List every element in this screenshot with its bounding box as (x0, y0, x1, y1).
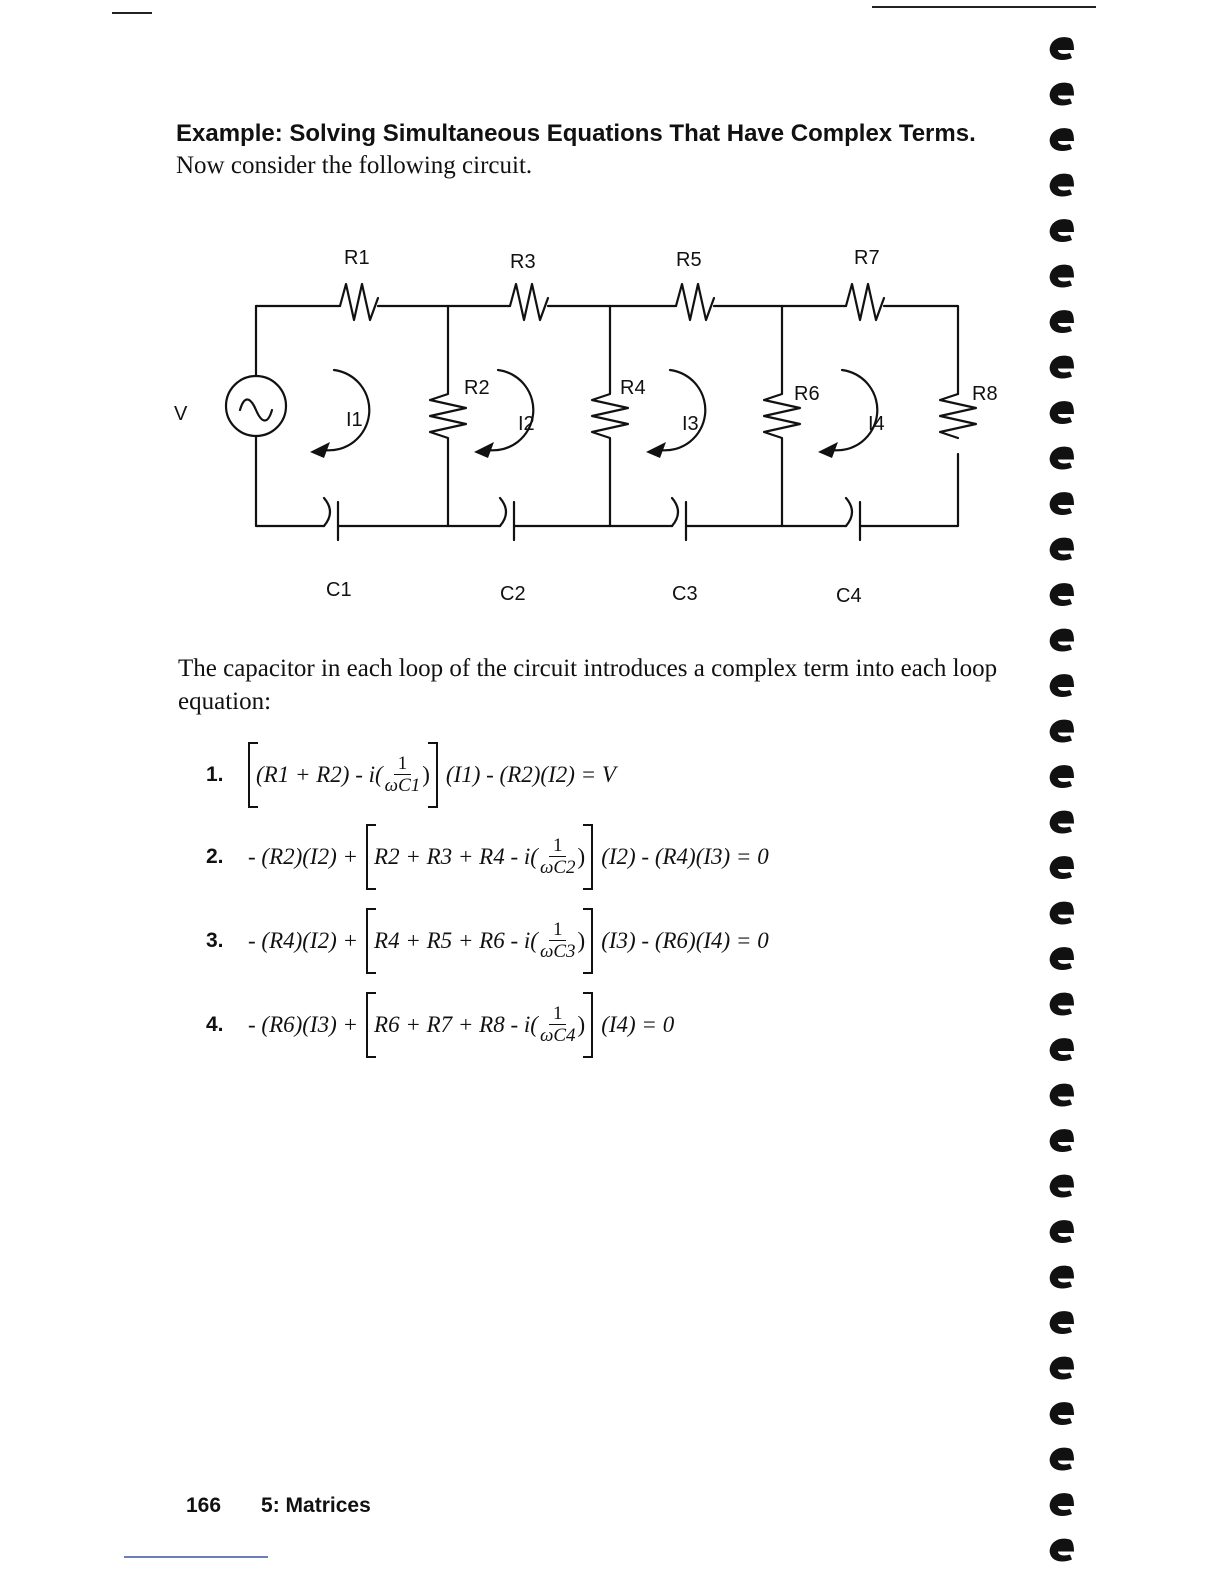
equation-fraction (540, 1004, 576, 1047)
fraction-denominator: ωC4 (539, 1024, 576, 1046)
binding-mark (1050, 1220, 1074, 1243)
binding-mark (1050, 674, 1074, 697)
label-i3: I3 (682, 413, 699, 435)
label-source-v: V (174, 403, 188, 425)
fraction-denominator: ωC2 (539, 856, 576, 878)
heading-bold: Example: Solving Simultaneous Equations That Have Complex Terms. (176, 120, 976, 147)
page-number: 166 (186, 1494, 222, 1517)
equation-3 (206, 906, 769, 976)
equation-bracket: R4 + R5 + R6 - i( $\frac{1}{\omega C3}$ ) (366, 908, 593, 974)
equation-bracket-text: R2 + R3 + R4 - i( (374, 844, 538, 869)
equation-fraction (385, 754, 421, 797)
label-c3: C3 (672, 583, 698, 605)
binding-mark (1050, 310, 1074, 333)
binding-mark (1050, 856, 1074, 879)
binding-mark (1050, 1084, 1074, 1107)
fraction-numerator: 1 (549, 1004, 567, 1025)
fraction-numerator: 1 (549, 836, 567, 857)
binding-mark (1050, 947, 1074, 970)
equation-4 (206, 990, 674, 1060)
label-i4: I4 (868, 413, 885, 435)
binding-mark (1050, 447, 1074, 470)
label-c4: C4 (836, 585, 862, 607)
binding-mark (1050, 902, 1074, 925)
equation-bracket: (R1 + R2) - i( $\frac{1}{\omega C1}$ ) (248, 742, 438, 808)
body-paragraph: The capacitor in each loop of the circuit introduces a complex term into each loop equation: (178, 655, 998, 715)
equation-1 (206, 740, 616, 810)
binding-mark (1050, 219, 1074, 242)
equation-bracket-text: R6 + R7 + R8 - i( (374, 1012, 538, 1037)
binding-mark (1050, 1539, 1074, 1562)
equation-fraction (540, 920, 576, 963)
binding-mark (1050, 993, 1074, 1016)
example-heading (176, 118, 996, 182)
binding-mark (1050, 174, 1074, 197)
binding-mark (1050, 1129, 1074, 1152)
equation-lhs: - (R6)(I3) + (248, 1012, 359, 1037)
top-right-rule (872, 6, 1096, 8)
label-i2: I2 (518, 413, 535, 435)
binding-mark (1050, 37, 1074, 60)
top-left-rule (112, 12, 152, 14)
binding-mark (1050, 1266, 1074, 1289)
fraction-numerator: 1 (394, 754, 412, 775)
binding-mark (1050, 1402, 1074, 1425)
label-r8: R8 (972, 383, 998, 405)
binding-mark (1050, 811, 1074, 834)
equation-2 (206, 822, 769, 892)
label-r3: R3 (510, 251, 536, 273)
binding-mark (1050, 1493, 1074, 1516)
label-r7: R7 (854, 247, 880, 269)
label-i1: I1 (346, 409, 363, 431)
binding-mark (1050, 401, 1074, 424)
chapter-title: 5: Matrices (261, 1494, 371, 1517)
equation-number: 1. (206, 763, 224, 786)
equation-fraction (540, 836, 576, 879)
equation-bracket-text: R4 + R5 + R6 - i( (374, 928, 538, 953)
binding-mark (1050, 629, 1074, 652)
equation-rhs: (I3) - (R6)(I4) = 0 (601, 928, 769, 953)
page-footer (186, 1494, 411, 1518)
equation-bracket: R6 + R7 + R8 - i( $\frac{1}{\omega C4}$ ) (366, 992, 593, 1058)
heading-rest: Now consider the following circuit. (176, 152, 533, 179)
binding-mark (1050, 1175, 1074, 1198)
equation-lhs: - (R4)(I2) + (248, 928, 359, 953)
equation-bracket-text: (R1 + R2) - i( (256, 762, 383, 787)
bottom-left-rule (124, 1556, 268, 1558)
binding-mark (1050, 492, 1074, 515)
label-c1: C1 (326, 579, 352, 601)
label-r1: R1 (344, 247, 370, 269)
binding-mark (1050, 1448, 1074, 1471)
binding-mark (1050, 1357, 1074, 1380)
circuit-diagram (160, 230, 1020, 620)
label-r2: R2 (464, 377, 490, 399)
binding-mark (1050, 583, 1074, 606)
equation-number: 3. (206, 929, 224, 952)
equation-lhs: - (R2)(I2) + (248, 844, 359, 869)
binding-mark (1050, 1311, 1074, 1334)
equation-number: 2. (206, 845, 224, 868)
binding-mark (1050, 356, 1074, 379)
binding-mark (1050, 83, 1074, 106)
equation-bracket: R2 + R3 + R4 - i( $\frac{1}{\omega C2}$ ) (366, 824, 593, 890)
binding-mark (1050, 720, 1074, 743)
fraction-denominator: ωC1 (384, 774, 421, 796)
equation-rhs: (I1) - (R2)(I2) = V (445, 762, 616, 787)
equation-number: 4. (206, 1013, 224, 1036)
label-c2: C2 (500, 583, 526, 605)
binding-mark (1050, 128, 1074, 151)
equation-rhs: (I2) - (R4)(I3) = 0 (601, 844, 769, 869)
equation-rhs: (I4) = 0 (601, 1012, 675, 1037)
binding-mark (1050, 1038, 1074, 1061)
fraction-denominator: ωC3 (539, 940, 576, 962)
binding-holes-decoration (1040, 20, 1100, 1580)
binding-mark (1050, 265, 1074, 288)
label-r5: R5 (676, 249, 702, 271)
binding-mark (1050, 765, 1074, 788)
binding-mark (1050, 538, 1074, 561)
label-r4: R4 (620, 377, 646, 399)
fraction-numerator: 1 (549, 920, 567, 941)
label-r6: R6 (794, 383, 820, 405)
